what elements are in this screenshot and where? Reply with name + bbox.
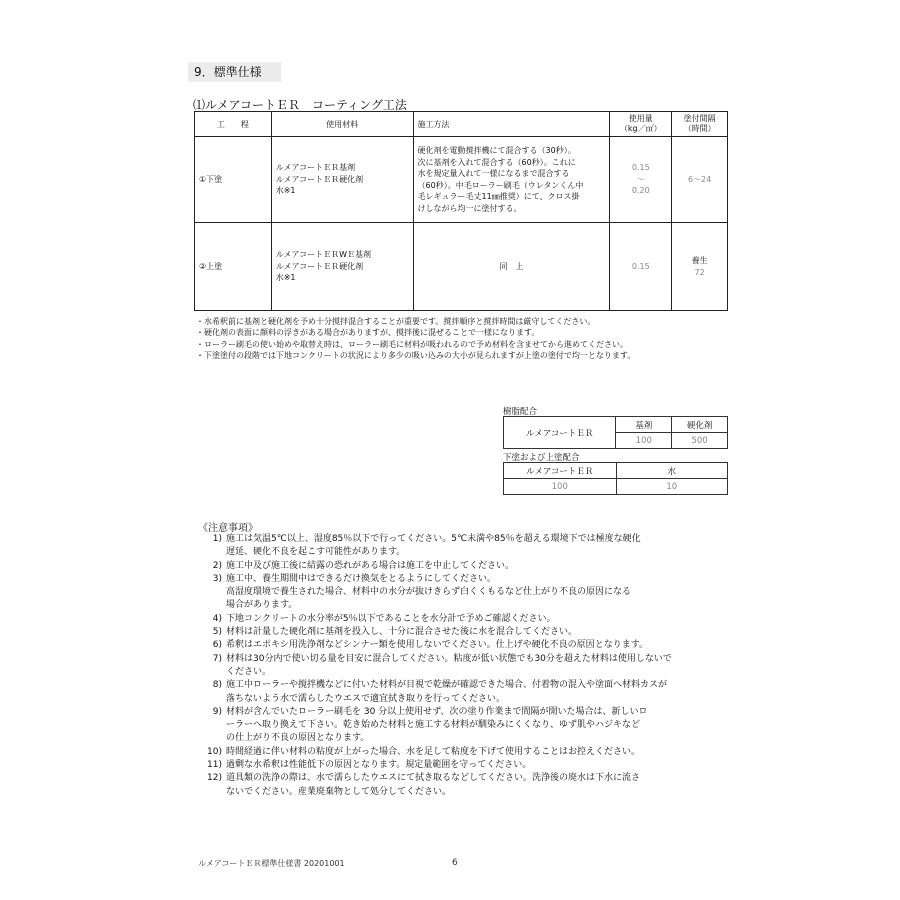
caution-line: 遅延、硬化不良を起こす可能性があります。	[226, 547, 406, 558]
row-usage: 0.15	[610, 223, 672, 311]
caution-line: 希釈はエポキシ用洗浄剤などシンナー類を使用しないでください。仕上げや硬化不良の原因となります。	[226, 640, 648, 651]
caution-text	[226, 746, 640, 759]
row-interval: 6～24	[672, 137, 728, 223]
caution-line: 場合があります。	[226, 600, 298, 611]
coat-mix-table	[503, 462, 728, 495]
header-step: 工 程	[195, 112, 272, 137]
caution-number: 8)	[212, 680, 222, 691]
caution-text	[226, 573, 631, 613]
caution-list	[206, 533, 672, 799]
caution-number: 3)	[212, 573, 222, 584]
note-item: ・硬化剤の表面に顔料の浮きがある場合がありますが、撹拌後に混ぜることで一様になります。	[196, 328, 540, 338]
caution-line: 過剰な水希釈は性能低下の原因となります。規定量範囲を守ってください。	[226, 760, 532, 771]
caution-item	[206, 573, 672, 613]
caution-text	[226, 560, 514, 573]
caution-item	[206, 772, 672, 799]
caution-line: 道具類の洗浄の際は、水で濡らしたウエスにて拭き取るなどしてください。洗浄後の廃水は下水に流さ	[226, 773, 641, 784]
resin-mix-hardener-value: 500	[672, 433, 728, 449]
caution-number: 9)	[212, 706, 222, 717]
table-row	[195, 223, 728, 311]
row-materials: ルメアコートＥＲ基剤 ルメアコートＥＲ硬化剤 水※1	[271, 137, 413, 223]
caution-text	[226, 759, 531, 772]
caution-number: 12)	[207, 773, 222, 784]
caution-line: 施工は気温5℃以上、湿度85％以下で行ってください。5℃未満や85％を超える環境下では極度な硬化	[226, 534, 641, 544]
caution-line: 施工中ローラーや撹拌機などに付いた材料が目視で乾燥が確認できた場合、付着物の混入や塗面へ材料カスが	[226, 680, 668, 691]
caution-line: の仕上がり不良の原因となります。	[226, 733, 370, 744]
caution-item	[206, 746, 672, 759]
resin-mix-base-header: 基剤	[616, 417, 672, 433]
caution-line: 時間経過に伴い材料の粘度が上がった場合、水を足して粘度を下げて使用することはお控えください。	[226, 746, 641, 757]
caution-number: 2)	[212, 560, 222, 571]
resin-mix-base-value: 100	[616, 433, 672, 449]
note-item: ・ローラー刷毛の使い始めや取替え時は、ローラー刷毛に材料が吸われるので予め材料を含ませてから進めてください。	[196, 339, 628, 349]
caution-line: 材料は計量した硬化剤に基剤を投入し、十分に混合させた後に水を混合してください。	[226, 627, 578, 638]
row-method: 硬化剤を電動撹拌機にて混合する（30秒）。 次に基剤を入れて混合する（60秒）。これに 水を規定量入れて一様になるまで混合する （60秒）。中毛ローラー刷毛（ウレタンくん中 毛レギュラー毛丈11㎜推奨）にて、クロス掛 けしながら均一に塗付する。	[413, 137, 610, 223]
caution-line: ーラーへ取り換えて下さい。乾き始めた材料と施工する材料が馴染みにくくなり、ゆず肌やハジキなど	[226, 720, 641, 731]
note-item: ・下塗塗付の段階では下地コンクリートの状況により多少の吸い込みの大小が見られますが上塗の塗付で均一となります。	[196, 350, 636, 360]
resin-mix-product: ルメアコートＥＲ	[504, 417, 616, 449]
caution-text	[226, 706, 647, 746]
row-step: ①下塗	[195, 137, 272, 223]
header-interval: 塗付間隔 （時間）	[672, 112, 728, 137]
caution-line: 落ちないよう水で濡らしたウエスで適宜拭き取りを行ってください。	[226, 693, 506, 704]
caution-text	[226, 626, 577, 639]
caution-item	[206, 759, 672, 772]
coat-mix-water-value: 10	[616, 479, 728, 495]
caution-item	[206, 679, 672, 706]
caution-line: ください。	[226, 666, 272, 677]
coat-mix-product-header: ルメアコートＥＲ	[504, 463, 617, 479]
caution-text	[226, 639, 648, 652]
caution-item	[206, 533, 672, 560]
header-usage: 使用量 （kg／㎡）	[610, 112, 672, 137]
caution-item	[206, 560, 672, 573]
coat-mix-water-header: 水	[616, 463, 728, 479]
spec-table	[194, 111, 728, 311]
row-usage: 0.15 ～ 0.20	[610, 137, 672, 223]
caution-number: 5)	[212, 627, 222, 638]
row-step: ②上塗	[195, 223, 272, 311]
subtitle: ⑴ルメアコートＥＲ コーティング工法	[193, 98, 407, 112]
caution-item	[206, 653, 672, 680]
caution-number: 7)	[212, 653, 222, 664]
caution-number: 6)	[212, 640, 222, 651]
caution-item	[206, 706, 672, 746]
caution-line: 高湿度環境で養生された場合、材料中の水分が抜けきらず白くくもるなど仕上がり不良の原因になる	[226, 587, 632, 598]
header-materials: 使用材料	[271, 112, 413, 137]
page-number: 6	[452, 858, 458, 868]
caution-line: ないでください。産業廃棄物として処分してください。	[226, 786, 452, 797]
caution-number: 4)	[212, 613, 222, 624]
caution-number: 1)	[212, 534, 222, 544]
note-item: ・水希釈前に基剤と硬化剤を予め十分撹拌混合することが重要です。撹拌順序と撹拌時間は厳守してください。	[196, 317, 596, 326]
caution-title: 《注意事項》	[198, 523, 258, 534]
caution-item	[206, 613, 672, 626]
caution-item	[206, 639, 672, 652]
resin-mix-table	[503, 416, 728, 449]
notes	[196, 316, 635, 361]
caution-text	[226, 653, 672, 680]
caution-item	[206, 626, 672, 639]
caution-text	[226, 772, 640, 799]
caution-line: 材料が含んでいたローラー刷毛を 30 分以上使用せず、次の塗り作業まで間隔が開いた場合は、新しいロ	[226, 706, 648, 717]
caution-line: 施工中及び施工後に結露の恐れがある場合は施工を中止してください。	[226, 560, 515, 571]
coat-mix-label: 下塗および上塗配合	[503, 453, 580, 463]
table-row	[195, 137, 728, 223]
caution-line: 施工中、養生期間中はできるだけ換気をとるようにしてください。	[226, 573, 497, 584]
caution-line: 材料は30分内で使い切る量を目安に混合してください。粘度が低い状態でも30分を超えた材料は使用しないで	[226, 653, 672, 664]
resin-mix-label: 樹脂配合	[503, 407, 538, 417]
caution-text	[226, 613, 556, 626]
caution-number: 11)	[207, 760, 222, 771]
footer-doc-name: ルメアコートＥＲ標準仕様書 20201001	[198, 859, 345, 868]
section-title: 9．標準仕様	[188, 62, 281, 82]
row-method: 同 上	[413, 223, 610, 311]
coat-mix-product-value: 100	[504, 479, 617, 495]
row-interval: 養生 72	[672, 223, 728, 311]
caution-number: 10)	[207, 746, 222, 757]
row-materials: ルメアコートＥＲWＥ基剤 ルメアコートＥＲ硬化剤 水※1	[271, 223, 413, 311]
caution-text	[226, 679, 667, 706]
spec-table-header	[195, 112, 728, 137]
caution-line: 下地コンクリートの水分率が5％以下であることを水分計で予めご確認ください。	[226, 613, 556, 624]
caution-text	[226, 533, 641, 560]
header-method: 施工方法	[413, 112, 610, 137]
resin-mix-hardener-header: 硬化剤	[672, 417, 728, 433]
